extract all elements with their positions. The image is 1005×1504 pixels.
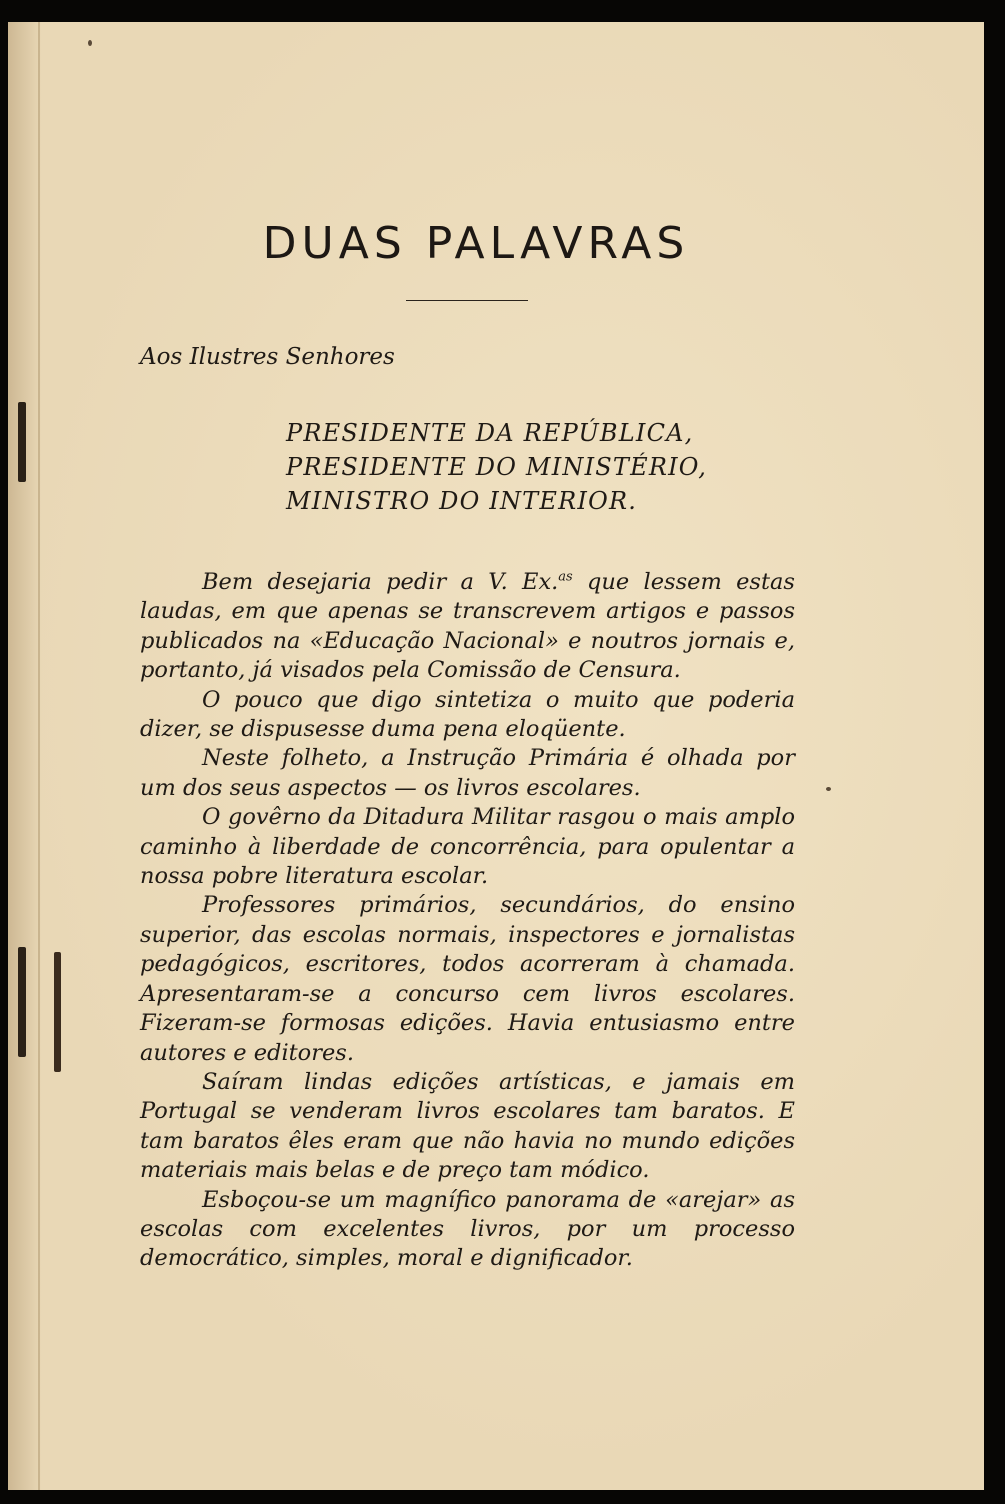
paragraph: O pouco que digo sintetiza o muito que poderia dizer, se dispusesse duma pena eloqüente. [140, 686, 795, 743]
paper-speck [88, 40, 92, 46]
binding-thread [54, 952, 61, 1072]
addressee-list [286, 416, 707, 518]
addressee-line: PRESIDENTE DA REPÚBLICA, [286, 419, 694, 447]
paragraph: O govêrno da Ditadura Militar rasgou o mais amplo caminho à liberdade de concorrência, para opulentar a nossa pobre literatura escolar. [140, 804, 795, 890]
book-page [8, 22, 984, 1490]
paper-speck [826, 787, 831, 791]
paragraph-text: Bem desejaria pedir a V. Ex. [202, 569, 559, 595]
superscript: as [558, 569, 573, 585]
paragraph: Neste folheto, a Instrução Primária é olhada por um dos seus aspectos — os livros escolares. [140, 745, 795, 801]
addressee-line: MINISTRO DO INTERIOR. [286, 487, 638, 515]
salutation: Aos Ilustres Senhores [140, 344, 395, 370]
binding-stitch-bottom [18, 947, 26, 1057]
paragraph [140, 568, 795, 686]
paragraph: Professores primários, secundários, do ensino superior, das escolas normais, inspectores e jornalistas pedagógicos, escritores, todos acorreram à chamada. Apresentaram-se a concurso cem livros escolares. Fizeram-se formosas edições. Havia entusiasmo entre autores e editores. [140, 892, 795, 1066]
addressee-line: PRESIDENTE DO MINISTÉRIO, [286, 453, 708, 481]
paragraph-text: que lessem estas laudas, em que apenas se transcrevem artigos e passos publicados na «Educação Nacional» e noutros jornais e, portanto, já visados pela Comissão de Censura. [140, 569, 795, 684]
body-text [140, 568, 795, 1274]
page-title: DUAS PALAVRAS [262, 218, 690, 269]
binding-stitch-top [18, 402, 26, 482]
title-rule [406, 300, 528, 301]
paragraph: Esboçou-se um magnífico panorama de «arejar» as escolas com excelentes livros, por um processo democrático, simples, moral e dignificador. [140, 1186, 795, 1272]
paragraph: Saíram lindas edições artísticas, e jamais em Portugal se venderam livros escolares tam baratos. E tam baratos êles eram que não havia no mundo edições materiais mais belas e de preço tam módico. [140, 1068, 795, 1184]
